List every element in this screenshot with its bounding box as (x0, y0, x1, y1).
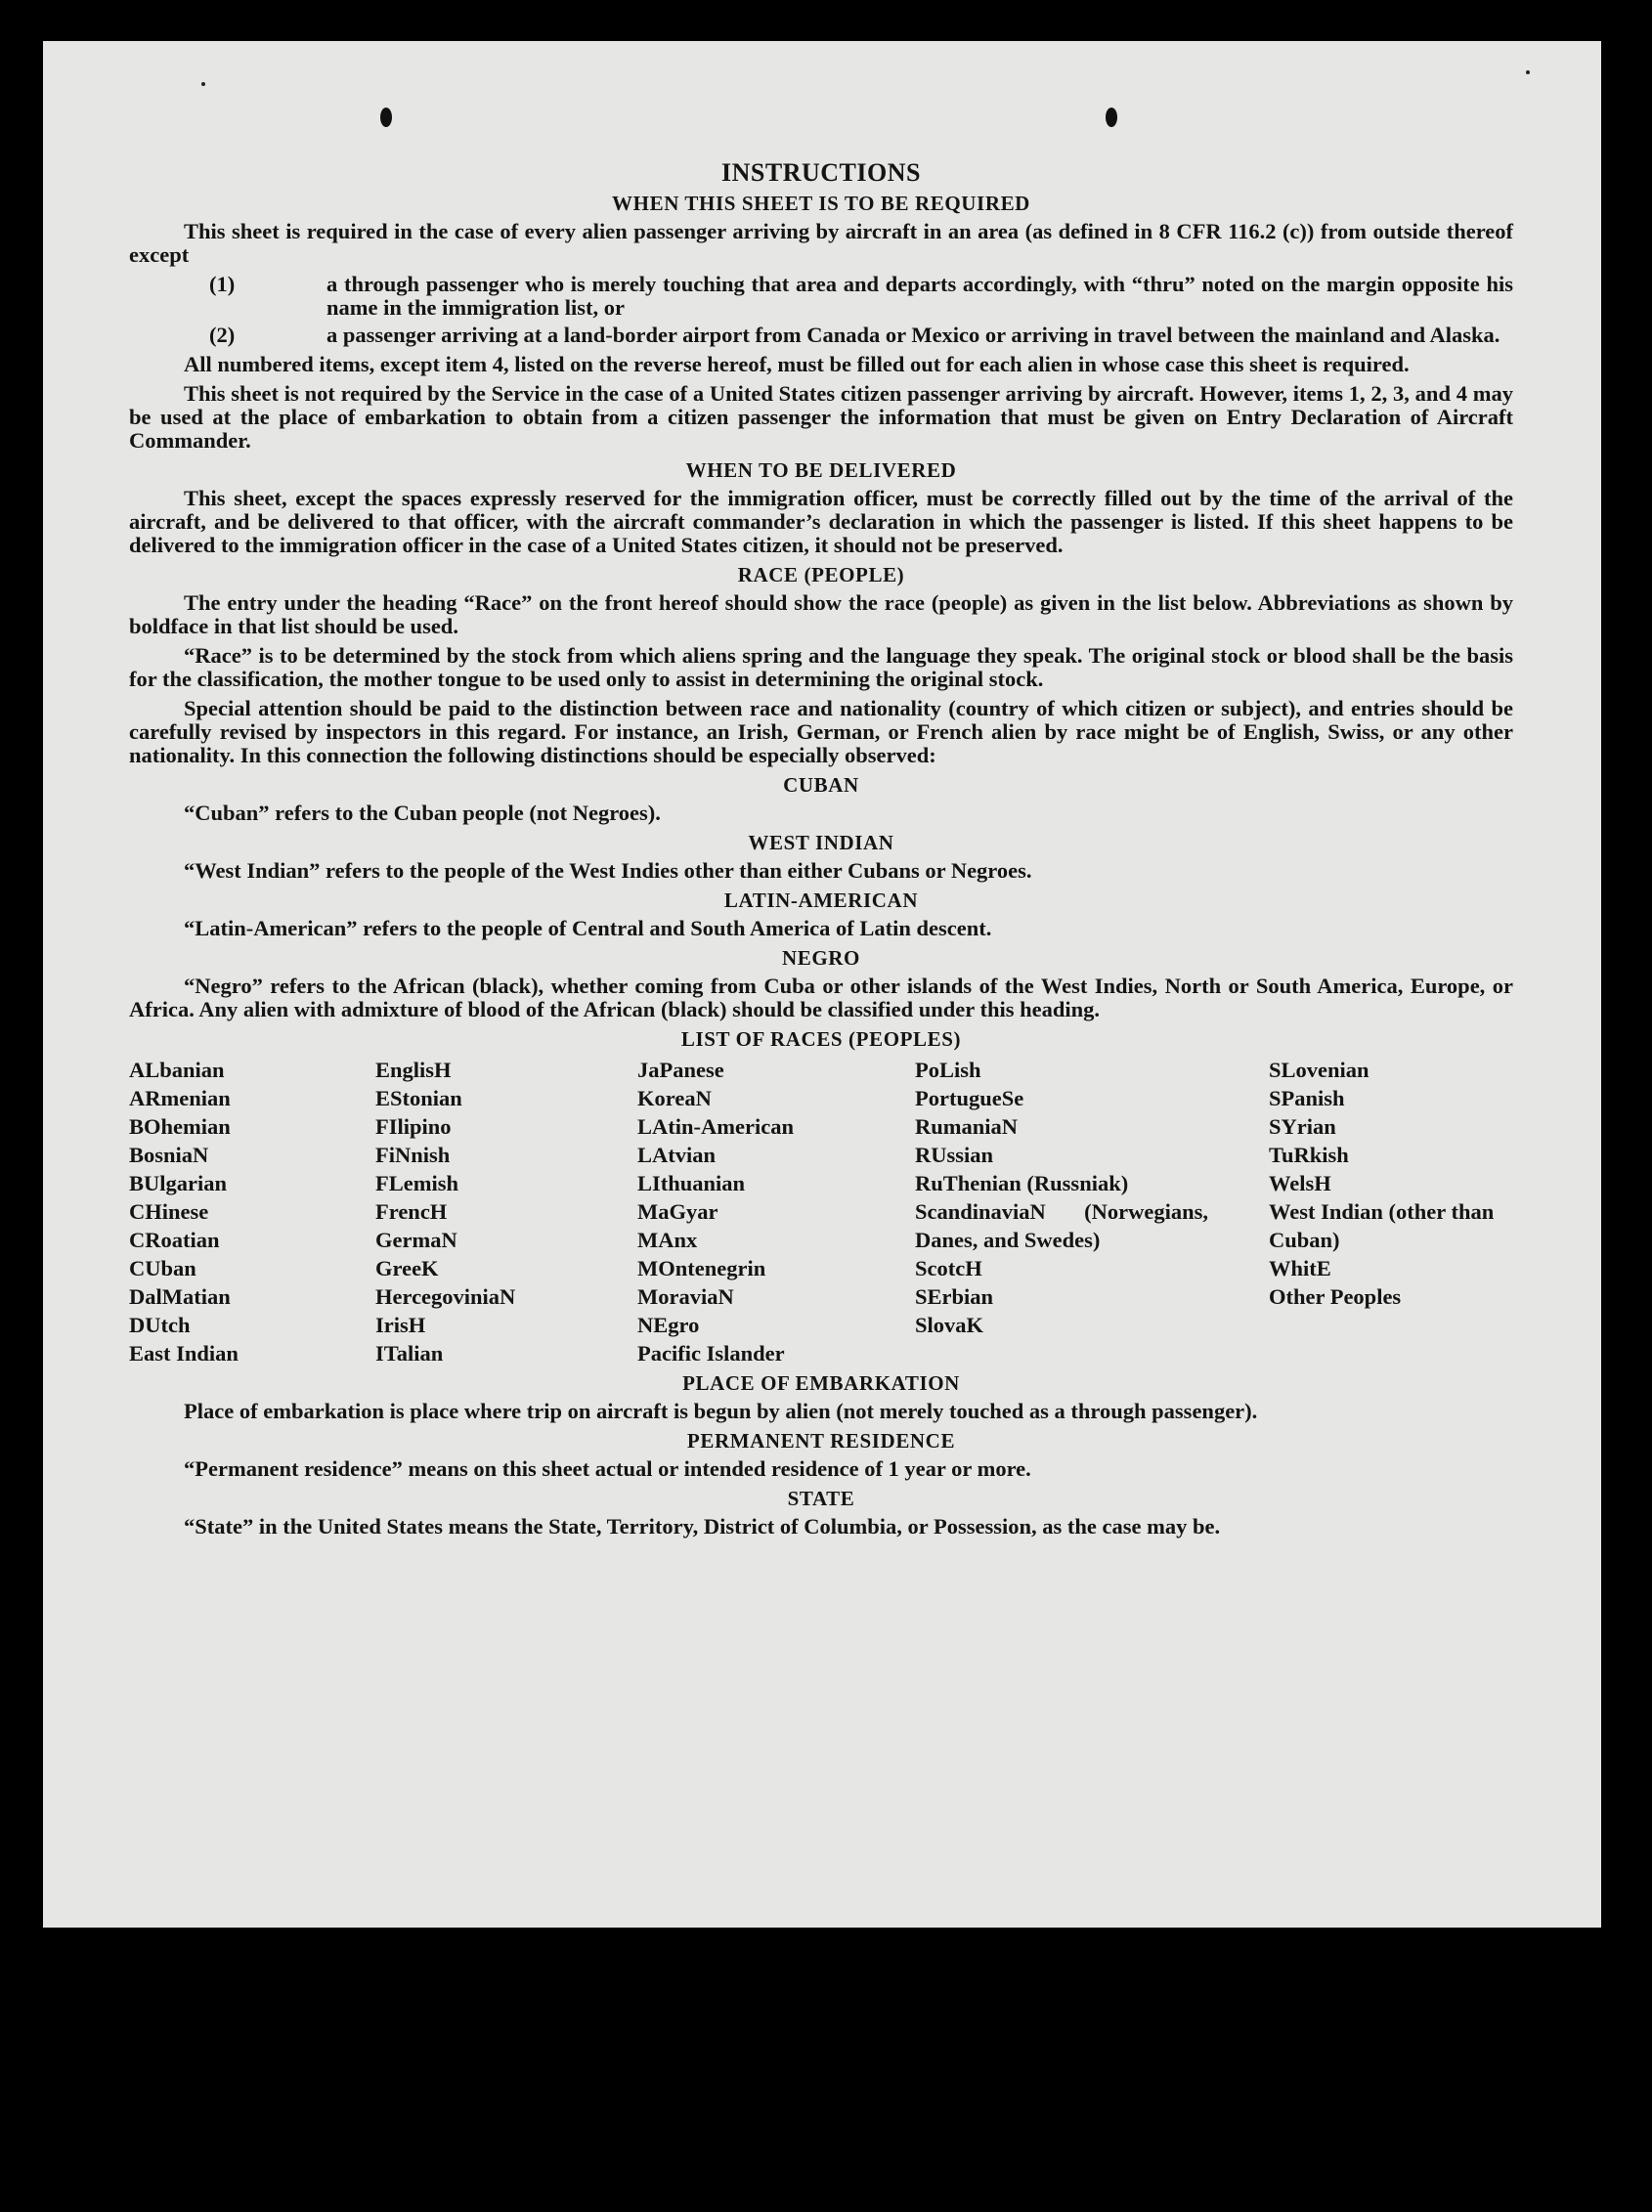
paragraph: This sheet is required in the case of every alien passenger arriving by aircraft in an area (as defined in 8 CFR 116.2 (c)) from outside thereof except (129, 219, 1513, 267)
race-item: EnglisH (375, 1058, 452, 1082)
race-item: DalMatian (129, 1284, 231, 1309)
heading-west-indian: WEST INDIAN (748, 831, 894, 854)
paragraph: “Latin-American” refers to the people of Central and South America of Latin descent. (184, 916, 992, 940)
races-column (129, 1056, 375, 1367)
race-item: WhitE (1269, 1256, 1331, 1280)
heading-cuban: CUBAN (783, 773, 859, 797)
race-item: CUban (129, 1256, 196, 1280)
race-item: ITalian (375, 1341, 444, 1366)
race-item: ScotcH (915, 1256, 982, 1280)
punch-hole-left (380, 108, 392, 127)
races-column (375, 1056, 637, 1367)
race-item: FiNnish (375, 1143, 451, 1167)
paragraph: Special attention should be paid to the distinction between race and nationality (country of which citizen or subject), and entries should be carefully revised by inspectors in this regard. For instance, an Irish, German, or French alien by race might be of English, Swiss, or any other nationality. In this connection the following distinctions should be especially observed: (129, 696, 1513, 767)
heading-when-required: WHEN THIS SHEET IS TO BE REQUIRED (612, 192, 1030, 215)
paragraph: “Cuban” refers to the Cuban people (not Negroes). (184, 801, 661, 825)
race-item: FLemish (375, 1171, 459, 1195)
race-item: TuRkish (1269, 1143, 1349, 1167)
paragraph: “Negro” refers to the African (black), whether coming from Cuba or other islands of the West Indies, North or South America, Europe, or Africa. Any alien with admixture of blood of the African (black) should be classified under this heading. (129, 974, 1513, 1021)
race-item: SErbian (915, 1284, 994, 1309)
heading-residence: PERMANENT RESIDENCE (686, 1429, 956, 1453)
document-title: INSTRUCTIONS (721, 158, 921, 187)
race-item: KoreaN (637, 1086, 712, 1110)
race-item: ScandinaviaN (Norwegians, Danes, and Swedes) (915, 1199, 1208, 1252)
race-item: LAtin-American (637, 1114, 794, 1139)
race-item: Pacific Islander (637, 1341, 785, 1366)
race-item: FrencH (375, 1199, 448, 1224)
paragraph: “West Indian” refers to the people of the West Indies other than either Cubans or Negroes. (184, 858, 1032, 883)
heading-embarkation: PLACE OF EMBARKATION (682, 1371, 960, 1395)
heading-race: RACE (PEOPLE) (737, 563, 905, 586)
heading-list-of-races: LIST OF RACES (PEOPLES) (680, 1027, 962, 1051)
paragraph: This sheet is not required by the Service in the case of a United States citizen passenger arriving by aircraft. However, items 1, 2, 3, and 4 may be used at the place of embarkation to obtain from a citizen passenger the information that must be given on Entry Declaration of Aircraft Commander. (129, 381, 1513, 453)
race-item: IrisH (375, 1313, 426, 1337)
races-column (637, 1056, 915, 1367)
race-item: EStonian (375, 1086, 462, 1110)
paragraph: “State” in the United States means the State, Territory, District of Columbia, or Possession, as the case may be. (184, 1514, 1221, 1539)
race-item: RumaniaN (915, 1114, 1019, 1139)
races-column (915, 1056, 1269, 1367)
race-item: East Indian (129, 1341, 239, 1366)
paragraph: Place of embarkation is place where trip on aircraft is begun by alien (not merely touched as a through passenger). (184, 1399, 1258, 1423)
race-item: WelsH (1269, 1171, 1331, 1195)
item-text: a through passenger who is merely touching that area and departs accordingly, with “thru” noted on the margin opposite his name in the immigration list, or (326, 272, 1513, 320)
race-item: FIlipino (375, 1114, 452, 1139)
race-item: RUssian (915, 1143, 994, 1167)
item-number: (2) (209, 323, 236, 347)
race-item: SLovenian (1269, 1058, 1369, 1082)
race-item: DUtch (129, 1313, 191, 1337)
race-item: ALbanian (129, 1058, 225, 1082)
paragraph: This sheet, except the spaces expressly reserved for the immigration officer, must be correctly filled out by the time of the arrival of the aircraft, and be delivered to that officer, with the aircraft commander’s declaration in which the passenger is listed. If this sheet happens to be delivered to the immigration officer in the case of a United States citizen, it should not be preserved. (129, 486, 1513, 557)
race-item: CHinese (129, 1199, 209, 1224)
race-item: MoraviaN (637, 1284, 734, 1309)
speck (1526, 70, 1530, 74)
race-item: ARmenian (129, 1086, 231, 1110)
exception-list (129, 273, 1513, 347)
races-column (1269, 1056, 1513, 1367)
race-item: NEgro (637, 1313, 700, 1337)
race-item: BosniaN (129, 1143, 209, 1167)
race-item: CRoatian (129, 1228, 220, 1252)
race-item: SlovaK (915, 1313, 984, 1337)
speck (201, 82, 205, 86)
paragraph: All numbered items, except item 4, listed on the reverse hereof, must be filled out for each alien in whose case this sheet is required. (184, 352, 1410, 376)
heading-latin-american: LATIN-AMERICAN (723, 889, 919, 912)
heading-negro: NEGRO (781, 946, 860, 970)
race-item: LAtvian (637, 1143, 717, 1167)
item-text: a passenger arriving at a land-border airport from Canada or Mexico or arriving in travel between the mainland and Alaska. (326, 323, 1500, 347)
item-number: (1) (209, 272, 236, 296)
race-item: LIthuanian (637, 1171, 746, 1195)
paragraph: “Race” is to be determined by the stock from which aliens spring and the language they speak. The original stock or blood shall be the basis for the classification, the mother tongue to be used only to assist in determining the original stock. (129, 643, 1513, 691)
document-sheet (43, 41, 1601, 1928)
list-item (129, 273, 1513, 320)
race-item: West Indian (other than Cuban) (1269, 1199, 1495, 1252)
heading-when-delivered: WHEN TO BE DELIVERED (685, 458, 957, 482)
paragraph: The entry under the heading “Race” on the front hereof should show the race (people) as given in the list below. Abbreviations as shown by boldface in that list should be used. (129, 590, 1513, 638)
race-item: Other Peoples (1269, 1284, 1402, 1309)
race-item: JaPanese (637, 1058, 724, 1082)
race-item: PoLish (915, 1058, 981, 1082)
punch-hole-right (1106, 108, 1117, 127)
race-item: GermaN (375, 1228, 457, 1252)
paragraph: “Permanent residence” means on this sheet actual or intended residence of 1 year or more. (184, 1456, 1031, 1481)
race-item: HercegoviniaN (375, 1284, 516, 1309)
heading-state: STATE (787, 1487, 855, 1510)
race-item: MOntenegrin (637, 1256, 766, 1280)
races-list (129, 1056, 1513, 1367)
race-item: SYrian (1269, 1114, 1336, 1139)
race-item: BOhemian (129, 1114, 231, 1139)
race-item: BUlgarian (129, 1171, 228, 1195)
race-item: PortugueSe (915, 1086, 1024, 1110)
race-item: SPanish (1269, 1086, 1345, 1110)
race-item: MAnx (637, 1228, 698, 1252)
race-item: GreeK (375, 1256, 439, 1280)
list-item (129, 324, 1513, 347)
race-item: MaGyar (637, 1199, 718, 1224)
race-item: RuThenian (Russniak) (915, 1171, 1129, 1195)
